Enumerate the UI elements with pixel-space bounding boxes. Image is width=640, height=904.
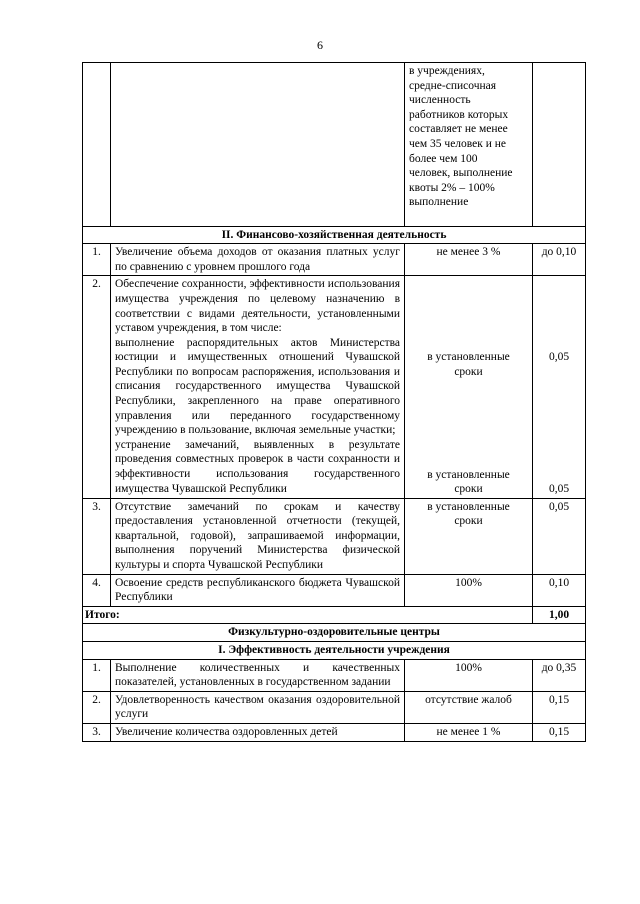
indicator-cell: Отсутствие замечаний по срокам и качеству предоставления установленной отчетности (текущей, квартальной, годовой), запрашиваемой информации, выполнения поручений Министерства физической культуры и спорта Чувашской Республики [111,498,405,574]
indicator-cell: Выполнение количественных и качественных показателей, установленных в государственном задании [111,659,405,691]
indicator-cell [111,63,405,227]
page-number: 6 [317,38,323,52]
section-heading-row [83,226,586,244]
score-cell [533,63,586,227]
criterion-line: человек, выполнение [409,167,513,180]
num-cell: 1. [83,244,111,276]
criteria-table [82,62,586,742]
criterion-cell: отсутствие жалоб [405,691,533,723]
criterion-line: составляет не менее [409,123,508,136]
criterion-cell: 100% [405,574,533,606]
table-row [83,63,586,227]
table-row [83,244,586,276]
num-cell: 3. [83,724,111,742]
group-heading-row [83,624,586,642]
score-sub-2: 0,05 [548,482,570,495]
criterion-line: более чем 100 [409,152,478,165]
criterion-sub-2: в установленные сроки [427,468,510,496]
criterion-cell: не менее 1 % [405,724,533,742]
table-row [83,659,586,691]
group-heading: Физкультурно-оздоровительные центры [83,624,586,642]
table-row [83,691,586,723]
score-cell: до 0,35 [533,659,586,691]
indicator-sub-1: выполнение распорядительных актов Министерства юстиции и имущественных отношений Чувашской Республики по вопросам распоряжения, использования и списания государственного имущества Чувашской Республики, закрепленного на праве оперативного управления или переданного государственному учреждению в пользование, включая земельные участки; [115,336,400,437]
criterion-line: численность [409,94,471,107]
section-heading-row [83,642,586,660]
table-row [83,574,586,606]
criterion-line: выполнение [409,196,469,209]
num-cell: 4. [83,574,111,606]
criterion-cell [405,63,533,227]
num-cell: 1. [83,659,111,691]
criterion-cell [405,498,533,574]
criterion-text: в установленные сроки [427,500,510,528]
score-cell: до 0,10 [533,244,586,276]
criterion-cell: 100% [405,659,533,691]
score-sub-1: 0,05 [548,351,570,364]
num-cell: 2. [83,691,111,723]
num-cell: 3. [83,498,111,574]
criterion-cell: не менее 3 % [405,244,533,276]
indicator-cell: Удовлетворенность качеством оказания оздоровительной услуги [111,691,405,723]
total-value: 1,00 [533,606,586,624]
score-cell [533,276,586,498]
indicator-cell [111,276,405,498]
score-cell: 0,15 [533,691,586,723]
indicator-intro: Обеспечение сохранности, эффективности использования имущества учреждения по целевому назначению в соответствии с видами деятельности, установленными уставом учреждения, в том числе: [115,278,400,335]
criterion-line: в учреждениях, [409,65,485,77]
score-cell: 0,10 [533,574,586,606]
num-cell: 2. [83,276,111,498]
table-row [83,724,586,742]
indicator-cell: Увеличение количества оздоровленных детей [111,724,405,742]
score-cell: 0,05 [533,498,586,574]
section-title: I. Эффективность деятельности учреждения [83,642,586,660]
table-row [83,498,586,574]
total-label: Итого: [83,606,533,624]
table-row [83,276,586,498]
section-title: II. Финансово-хозяйственная деятельность [83,226,586,244]
criterion-line: чем 35 человек и не [409,137,507,150]
indicator-cell: Увеличение объема доходов от оказания платных услуг по сравнению с уровнем прошлого года [111,244,405,276]
score-cell: 0,15 [533,724,586,742]
criterion-line: квоты 2% – 100% [409,181,495,194]
criterion-line: средне-списочная [409,79,497,92]
total-row [83,606,586,624]
criterion-cell [405,276,533,498]
indicator-cell: Освоение средств республиканского бюджета Чувашской Республики [111,574,405,606]
indicator-sub-2: устранение замечаний, выявленных в результате проведения совместных проверок в части сохранности и эффективности использования государственного имущества Чувашской Республики [115,438,400,495]
num-cell [83,63,111,227]
criterion-sub-1: в установленные сроки [427,351,510,378]
criterion-line: работников которых [409,108,509,121]
